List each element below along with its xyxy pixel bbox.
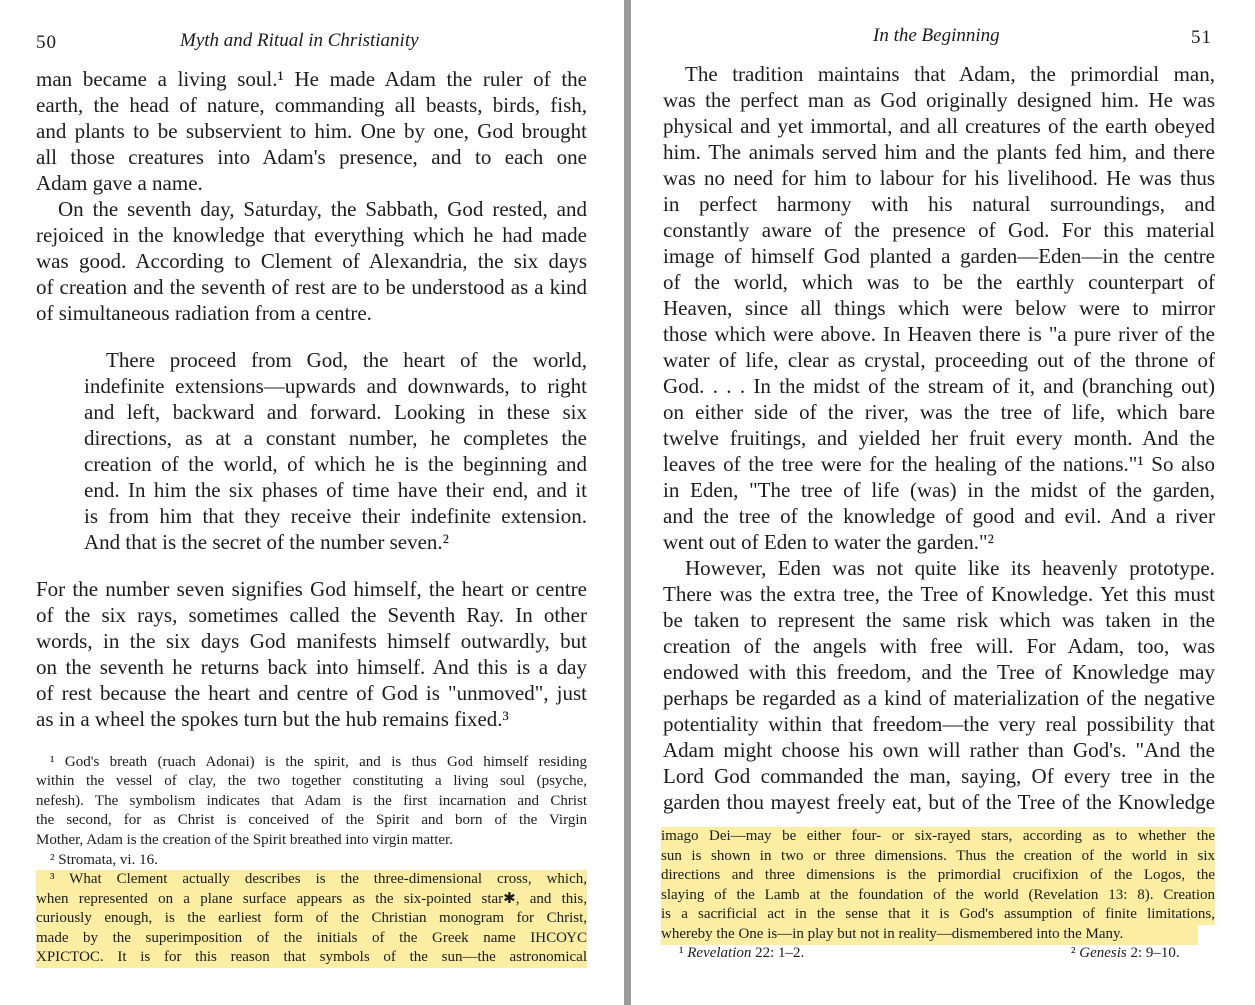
body-line: There was the extra tree, the Tree of Knowledge. Yet this must — [663, 582, 1215, 606]
body-line: of the six rays, sometimes called the Seventh Ray. In other — [36, 603, 587, 627]
footnote-ref-loc: 22: 1–2. — [751, 945, 805, 961]
quote-line: indefinite extensions—upwards and downwards, to right — [84, 374, 587, 398]
running-head-left: Myth and Ritual in Christianity — [180, 30, 419, 51]
quote-line: directions, as at a constant number, he completes the — [84, 426, 587, 450]
footnote-line-highlighted: made by the superimposition of the initials of the Greek name ΙΗϹΟΥϹ — [36, 929, 587, 949]
footnote-line-highlighted: ³ What Clement actually describes is the three-dimensional cross, which, — [36, 870, 587, 890]
footnote-line-highlighted: sun is shown in two or three dimensions. Thus the creation of the world in six — [661, 847, 1215, 867]
running-head-right: In the Beginning — [873, 25, 1000, 46]
body-line: image of himself God planted a garden—Eden—in the centre — [663, 244, 1215, 268]
footnote-line-highlighted: ΧΡΙϹΤΟϹ. It is for this reason that symbols of the sun—the astronomical — [36, 948, 587, 968]
body-line: man became a living soul.¹ He made Adam the ruler of the — [36, 67, 587, 91]
body-line: rejoiced in the knowledge that everything which he had made — [36, 223, 587, 247]
body-line: all those creatures into Adam's presence, and to each one — [36, 145, 587, 169]
footnote-2: ² Stromata, vi. 16. — [50, 852, 158, 868]
body-line: creation of the angels with free will. For Adam, too, was — [663, 634, 1215, 658]
body-line: However, Eden was not quite like its heavenly prototype. — [685, 556, 1215, 580]
body-line: constantly aware of the presence of God. For this material — [663, 218, 1215, 242]
body-line: as in a wheel the spokes turn but the hub remains fixed.³ — [36, 707, 509, 731]
body-line: potentiality within that freedom—the very real possibility that — [663, 712, 1215, 736]
quote-line: creation of the world, of which he is the beginning and — [84, 452, 587, 476]
body-line: on the seventh he returns back into himself. And this is a day — [36, 655, 587, 679]
body-line: in perfect harmony with his natural surroundings, and — [663, 192, 1215, 216]
footnote-line: within the vessel of clay, the two together constituting a living soul (psyche, — [36, 773, 587, 789]
body-line: of simultaneous radiation from a centre. — [36, 301, 372, 325]
body-line: and the tree of the knowledge of good and evil. And a river — [663, 504, 1215, 528]
body-line: of the world, which was to be the earthly counterpart of — [663, 270, 1215, 294]
body-line: Lord God commanded the man, saying, Of every tree in the — [663, 764, 1215, 788]
footnote-ref-mark: ² — [1071, 945, 1076, 961]
footnote-line: nefesh). The symbolism indicates that Adam is the first incarnation and Christ — [36, 793, 587, 809]
footnote-line-highlighted: directions and three dimensions is the primordial crucifixion of the Logos, the — [661, 866, 1215, 886]
body-line: went out of Eden to water the garden."² — [663, 530, 994, 554]
footnote-line: ¹ God's breath (ruach Adonai) is the spirit, and is thus God himself residing — [50, 754, 587, 770]
body-line: of rest because the heart and centre of God is "unmoved", just — [36, 681, 587, 705]
quote-line: and left, backward and forward. Looking in these six — [84, 400, 587, 424]
right-page — [631, 0, 1255, 1005]
body-line: those which were above. In Heaven there is "a pure river of the — [663, 322, 1215, 346]
body-line: water of life, clear as crystal, proceeding out of the throne of — [663, 348, 1215, 372]
body-line: be taken to represent the same risk which was taken in the — [663, 608, 1215, 632]
body-line: Adam might choose his own will rather than God's. "And the — [663, 738, 1215, 762]
body-line: earth, the head of nature, commanding all beasts, birds, fish, — [36, 93, 587, 117]
footnote-ref-1 — [679, 945, 804, 962]
body-line: God. . . . In the midst of the stream of it, and (branching out) — [663, 374, 1215, 398]
body-line: was good. According to Clement of Alexandria, the six days — [36, 249, 587, 273]
footnote-ref-work: Genesis — [1079, 945, 1127, 961]
footnote-line: Mother, Adam is the creation of the Spirit breathed into virgin matter. — [36, 832, 453, 848]
footnote-line-highlighted: curiously enough, is the earliest form of the Christian monogram for Christ, — [36, 909, 587, 929]
body-line: The tradition maintains that Adam, the primordial man, — [685, 62, 1215, 86]
quote-line: end. In him the six phases of time have their end, and it — [84, 478, 587, 502]
body-line: was no need for him to labour for his livelihood. He was thus — [663, 166, 1215, 190]
footnote-ref-work: Revelation — [687, 945, 752, 961]
body-line: him. The animals served him and the plants fed him, and there — [663, 140, 1215, 164]
body-line: twelve fruitings, and yielded her fruit every month. And the — [663, 426, 1215, 450]
quote-line: There proceed from God, the heart of the world, — [106, 348, 587, 372]
body-line: in Eden, "The tree of life (was) in the midst of the garden, — [663, 478, 1215, 502]
body-line: perhaps be regarded as a kind of materialization of the negative — [663, 686, 1215, 710]
body-line: endowed with this freedom, and the Tree of Knowledge may — [663, 660, 1215, 684]
quote-line: is from him that they receive their indefinite extension. — [84, 504, 587, 528]
footnote-line-highlighted: is a sacrificial act in the sense that it is God's assumption of finite limitations, — [661, 905, 1215, 925]
footnote-ref-loc: 2: 9–10. — [1126, 945, 1180, 961]
body-line: Heaven, since all things which were below were to mirror — [663, 296, 1215, 320]
footnote-line-highlighted: imago Dei—may be either four- or six-rayed stars, according as to whether the — [661, 827, 1215, 847]
body-line: physical and yet immortal, and all creatures of the earth obeyed — [663, 114, 1215, 138]
body-line: For the number seven signifies God himself, the heart or centre — [36, 577, 587, 601]
body-line: leaves of the tree were for the healing of the nations."¹ So also — [663, 452, 1215, 476]
body-line: on either side of the river, was the tree of life, which bare — [663, 400, 1215, 424]
page-number-left: 50 — [36, 32, 57, 53]
body-line: and plants to be subservient to him. One by one, God brought — [36, 119, 587, 143]
page-number-right: 51 — [1191, 27, 1212, 48]
footnote-line-highlighted: whereby the One is—in play but not in reality—dismembered into the Many. — [661, 925, 1198, 945]
body-line: On the seventh day, Saturday, the Sabbath, God rested, and — [58, 197, 587, 221]
body-line: garden thou mayest freely eat, but of the Tree of the Knowledge — [663, 790, 1215, 814]
quote-line: And that is the secret of the number seven.² — [84, 530, 449, 554]
footnote-line-highlighted: slaying of the Lamb at the foundation of the world (Revelation 13: 8). Creation — [661, 886, 1215, 906]
footnote-line: the second, for as Christ is conceived of the Spirit and born of the Virgin — [36, 812, 587, 828]
footnote-ref-2 — [1071, 945, 1180, 962]
footnote-ref-mark: ¹ — [679, 945, 684, 961]
body-line: words, in the six days God manifests himself outwardly, but — [36, 629, 587, 653]
body-line: was the perfect man as God originally designed him. He was — [663, 88, 1215, 112]
body-line: of creation and the seventh of rest are to be understood as a kind — [36, 275, 587, 299]
body-line: Adam gave a name. — [36, 171, 203, 195]
left-page — [0, 0, 624, 1005]
footnote-line-highlighted: when represented on a plane surface appears as the six-pointed star✱, and this, — [36, 890, 587, 910]
